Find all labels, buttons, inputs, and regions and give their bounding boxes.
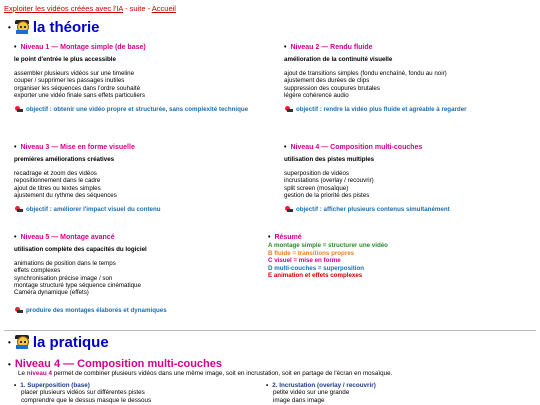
resume-line: E animation et effets complexes (268, 272, 363, 280)
objective-icon (14, 206, 23, 213)
list-item: ajustement des durées de clips (284, 77, 370, 85)
level-block-3 (14, 144, 259, 214)
pratique-title: la pratique (32, 334, 109, 351)
level-list (14, 170, 259, 200)
section-divider (4, 330, 536, 331)
objective: objectif : rendre la vidéo plus fluide et agréable à regarder (284, 106, 529, 113)
list-item: ajout de transitions simples (fondu enchaîné, fondu au noir) (284, 69, 447, 77)
objective-icon (14, 307, 23, 314)
list-item: recadrage et zoom des vidéos (14, 169, 97, 177)
pratique-item-title: • 1. Superposition (base) (14, 382, 90, 389)
objective-icon (284, 206, 293, 213)
objective-icon (14, 106, 23, 113)
pratique-item-1 (14, 382, 254, 404)
level-title: • Niveau 1 — Montage simple (de base) (14, 44, 146, 51)
list-item: légère cohérence audio (284, 92, 349, 100)
nav-separator: - (145, 4, 152, 13)
list-item: effets complexes (14, 267, 61, 275)
list-item: couper / supprimer les passages inutiles (14, 77, 125, 85)
student-reading-icon (15, 20, 30, 35)
pratique-item-2 (266, 382, 506, 404)
list-item: comprendre que le dessus masque le dessous (21, 396, 152, 404)
level-title: • Niveau 4 — Composition multi-couches (284, 144, 423, 151)
bullet: • (8, 23, 11, 32)
level-title: • Niveau 3 — Mise en forme visuelle (14, 144, 135, 151)
list-item: gestion de la priorité des pistes (284, 192, 370, 200)
objective-icon (284, 106, 293, 113)
list-item: synchronisation précise image / son (14, 274, 113, 282)
pratique-heading (8, 334, 109, 351)
level-subtitle: utilisation complète des capacités du logiciel (14, 246, 147, 254)
nav-separator: - (123, 4, 130, 13)
level-block-2 (284, 44, 529, 114)
list-item: assembler plusieurs vidéos sur une timeline (14, 69, 135, 77)
pratique-intro: Le niveau 4 permet de combiner plusieurs vidéos dans une même image, soit en incrustation, soit en partage de l'écran en mosaïque. (18, 370, 393, 377)
level-subtitle: utilisation des pistes multiples (284, 156, 375, 164)
pratique-item-title: • 2. Incrustation (overlay / recouvrir) (266, 382, 376, 389)
level-block-4 (284, 144, 529, 214)
list-item: ajout de titres ou textes simples (14, 184, 101, 192)
objective: objectif : afficher plusieurs contenus simultanément (284, 206, 529, 213)
list-item: image dans image (273, 396, 325, 404)
list-item: suppression des coupures brutales (284, 84, 380, 92)
list-item: Caméra dynamique (effets) (14, 289, 89, 297)
level-list (284, 70, 529, 100)
level-block-5 (14, 234, 259, 314)
nav-suite: suite (129, 4, 146, 13)
bullet: • (8, 338, 11, 347)
link-accueil[interactable]: Accueil (151, 4, 176, 13)
theorie-title: la théorie (32, 19, 100, 36)
level-title: • Niveau 2 — Rendu fluide (284, 44, 373, 51)
list-item: ajustement du rythme des séquences (14, 192, 117, 200)
list-item: split screen (mosaïque) (284, 184, 349, 192)
list-item: incrustations (overlay / recouvrir) (284, 177, 374, 185)
list-item: repositionnement dans le cadre (14, 177, 101, 185)
resume-line: D multi-couches = superposition (268, 264, 365, 272)
list-item: animations de position dans le temps (14, 259, 116, 267)
resume-line: C visuel = mise en forme (268, 257, 341, 265)
level-title: • Niveau 5 — Montage avancé (14, 234, 115, 241)
level-subtitle: le point d'entrée le plus accessible (14, 56, 116, 64)
theorie-heading (8, 19, 100, 36)
level-subtitle: amélioration de la continuité visuelle (284, 56, 393, 64)
link-exploiter[interactable]: Exploiter les vidéos créées avec l'IA (4, 4, 123, 13)
list-item: superposition de vidéos (284, 169, 350, 177)
resume-line: A montage simple = structurer une vidéo (268, 242, 388, 250)
objective: objectif : obtenir une vidéo propre et structurée, sans complexité technique (14, 106, 259, 113)
student-reading-icon (15, 335, 30, 350)
list-item: exporter une vidéo finale sans effets particuliers (14, 92, 145, 100)
list-item: placer plusieurs vidéos sur différentes pistes (21, 389, 145, 397)
level-list (14, 260, 259, 297)
level-list (284, 170, 529, 200)
top-navigation (4, 4, 176, 13)
pratique-level-title: • Niveau 4 — Composition multi-couches (8, 358, 223, 370)
level-list (14, 70, 259, 100)
level-subtitle: premières améliorations créatives (14, 156, 115, 164)
list-item: organiser les séquences dans l'ordre souhaité (14, 84, 141, 92)
objective: produire des montages élaborés et dynamiques (14, 307, 259, 314)
resume-block (268, 234, 513, 279)
resume-line: B fluide = transitions propres (268, 249, 355, 257)
objective: objectif : améliorer l'impact visuel du contenu (14, 206, 259, 213)
list-item: montage structuré type séquence cinématique (14, 282, 141, 290)
list-item: petite vidéo sur une grande (273, 389, 350, 397)
resume-title: • Résumé (268, 234, 302, 241)
level-block-1 (14, 44, 259, 114)
